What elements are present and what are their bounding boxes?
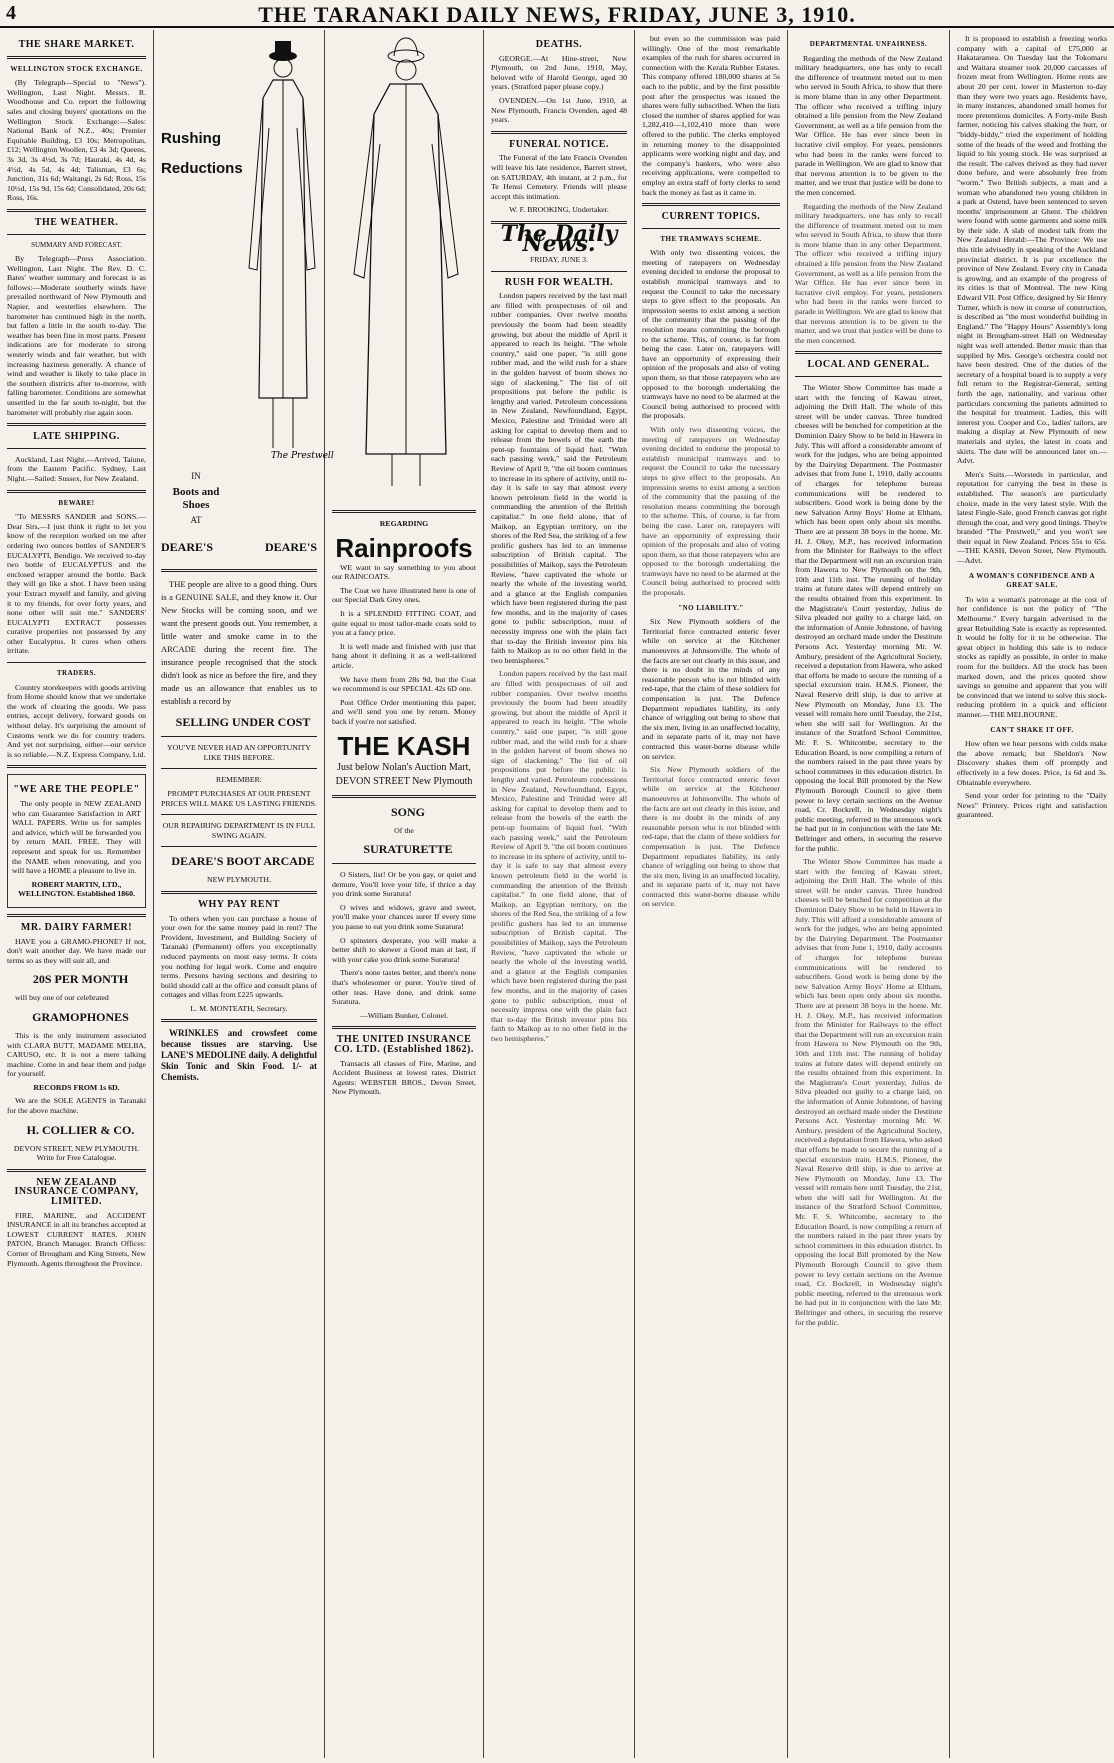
funeral-signature: W. F. BROOKING, Undertaker. — [509, 205, 609, 215]
united-insurance-text: Transacts all classes of Fire, Marine, and Accident Business at lowest rates. District Agents: WEBSTER BROS., Devon Street, New Plymouth. — [332, 1058, 476, 1097]
departmental-unfairness-text-cont: Regarding the methods of the New Zealand military headquarters, one has only to recall the difference of treatment meted out to men who served in South Africa, to show that there is more blame than in any other Department. The officer who received a trifling injury obtained a life pension from the New Zealand Government, as well as a life pension from the War Office. He has ever since been in lucrative civil employ. For years, pensioners who had been in the ranks were forced to parade in Wellington. We are glad to know that that nervous attention is to be given to the matter, and we trust that justice will be done to the men concerned. — [795, 201, 942, 345]
issue-date: FRIDAY, JUNE 3. — [529, 255, 589, 265]
no-liability-heading: "NO LIABILITY." — [678, 603, 744, 612]
reductions-text: Reductions — [161, 159, 243, 177]
regarding-text: REGARDING — [379, 519, 429, 528]
rush-for-wealth-heading: RUSH FOR WEALTH. — [504, 276, 614, 288]
tramways-text-cont: With only two dissenting voices, the meeting of ratepayers on Wednesday evening decided to endorse the proposal to establish municipal tramways and to request the Council to take the necessary steps to give effect to the proposals. An impression seems to exist among a section of the community that the passing of the resolution means committing the borough to the scheme. This, of course, is far from being the case. Later on, ratepayers will have an opportunity of expressing their opinion of the proposals and also of voting upon them, so that those ratepayers who are opposed to the borough undertaking the tramways have no need to be alarmed at the Council being authorised to proceed with the proposals. — [642, 424, 780, 598]
rush-for-wealth-text: London papers received by the last mail are filled with prospectuses of oil and rubber companies. Over twelve months previously the boom had been steadily growing, but about the middle of April it appeared to reach its height. "The whole country," said one paper, "is still gone rubber mad, and the wild rush for a share in the golden harvest of boom shows no sign of slackening." The list of oil propositions put before the public is lengthy and varied. Petroleum concessions in New Zealand, Newfoundland, Egypt, Mexico, Palestine and Trinidad were all asking for capital to develop them and to release from the bowels of the earth the pent-up fountains of liquid fuel. "With each passing week," said the Petroleum Review of April 9, "the oil boom continues to increase in its sphere of activity, until to-day it is safe to say that almost every known petroleum field in the world is commanding the attention of the British capitalist." In one field alone, that of Maikop, an Egyptian territory, on the shores of the Red Sea, the striking of a few prolific gushers has led to an immense subscription of British capital. The possibilities of Maikop, says the Petroleum Review, "have captivated the whole or nearly the whole of the investing world, and a glance at the English companies which have been registered during the past few months, and in the majority of cases gone to public subscription, must of necessity impress one with the plain fact that to-day the British investor pins his faith to Maikop as to no other field in the two hemispheres." — [491, 291, 627, 665]
repairing-dept: OUR REPAIRING DEPARTMENT IS IN FULL SWING AGAIN. — [162, 821, 316, 840]
finish-text: It is well made and finished with just that hang about it defining it as a well-tailored article. — [332, 641, 476, 670]
column-1 — [0, 30, 154, 1758]
newspaper-title: THE TARANAKI DAILY NEWS, FRIDAY, JUNE 3, 1910. — [258, 2, 856, 27]
current-topics-heading: CURRENT TOPICS. — [661, 211, 761, 223]
funeral-text: The Funeral of the late Francis Ovenden will leave his late residence, Barrett street, on SATURDAY, 4th instant, at 2 p.m., for Te Henui Cemetery. Friends will please accept this intimation. — [491, 153, 627, 201]
gramophone-text: This is the only instrument associated with CLARA BUTT, MADAME MELBA, CARUSO, etc. It is not a mere talking machine. Come in and hear them and judge for yourself. — [7, 1030, 146, 1079]
beware-text: "To MESSRS SANDER and SONS.—Dear Sirs,—I just think it right to let you know of the reception worked on me after ordering two ounces bottles of SANDER'S EUCALYPTI, Bendigo. We received to-day two bottle of EUCALYPTUS and the enclosed wrapper around the bottle. Back they will go like a shot. I have been using your Extract myself and family, and giving it to my friends, for over forty years, and none other will suit me." SANDERS' EUCALYPTI EXTRACT possesses curative properties not possessed by any other Eucalyptus. It cures when others irritate. — [7, 512, 146, 656]
traders-text: Country storekeepers with goods arriving from Home should know that we undertake the work of clearing the goods. We pass entries, accept delivery, forward goods on without delay. It's surprising the amount of Customs work we do for country traders. And yet not surprising, either—our service is so reliable.—N.Z. Express Company, Ltd. — [7, 682, 146, 759]
rainproofs-heading: Rainproofs — [335, 532, 473, 563]
rain-intro: WE want to say something to you about our RAINCOATS. — [332, 562, 476, 582]
weather-report: By Telegraph—Press Association. Wellington, Last Night. The Rev. D. C. Bates' weather summary and forecast is as follows:—Moderate southerly winds have prevailed northward of New Plymouth and Napier, and westerlies elsewhere. The barometer has continued high in the north, but fallen a little in the south to-day. The weather has been fine in most parts. Present indications are for moderate to strong westerly winds and fair weather, but with increasing haziness generally. A chance of wind and weather is likely to take place in the southern districts after to-morrow, with falling barometer. Conditions are somewhat unsettled in the far south to-night, but the barometer will probably rise again soon. — [7, 254, 146, 417]
departmental-unfairness-heading: DEPARTMENTAL UNFAIRNESS. — [809, 40, 928, 48]
column-7 — [950, 30, 1114, 1758]
weather-subheading: SUMMARY AND FORECAST. — [31, 240, 122, 249]
at-text: AT — [190, 514, 202, 525]
new-plymouth-label: NEW PLYMOUTH. — [206, 875, 272, 885]
tramways-heading: THE TRAMWAYS SCHEME. — [660, 234, 762, 243]
no-liability-text: Six New Plymouth soldiers of the Territorial force contracted enteric fever while on service at the Kitchener manoeuvres at Johnsonville. The whole of the facts are set out clearly in this issue, and there is no doubt in the minds of any reasonable person who is not blinded with red-tape, that the claim of these soldiers for compensation is just. The Defence Department repudiates liability, its only chance of wriggling out being to show that the six men, living in an unaffected locality, and in separate parts of it, may not have contracted this water-borne disease while on service. — [642, 617, 780, 761]
column-4 — [484, 30, 635, 1758]
stock-report: (By Telegraph—Special to "News"). Wellington, Last Night. Messrs. R. Woodhouse and Co. report the following sales and closing buyers' quotations on the Wellington Stock Exchange:—Sales: National Bank of N.Z., 40s; Premier Equitable Building, £3 10s; Metropolitan, £12; Wellington Woollen, £3 4s 3d; Queens, 3s 3d, 3s 4½d, 3s 7d; Hauraki, 4s 4d, 4s 4½d, 4s 5d, 4s 4d; Talisman, £3 6s; Junction, 31s 6d; Waitangi, 2s 6d; Ross, 15s 10½d, 15s 9d, 15s 6d; Consolidated, 20s 6d; Ross, 16s. — [7, 78, 146, 203]
deares-left: DEARE'S — [161, 540, 214, 555]
boots-shoes-text: Boots and Shoes — [172, 485, 220, 511]
column-3 — [325, 30, 484, 1758]
mens-suits-ad: Men's Suits.—Worsteds in particular, and reputation for carrying the best in these is established. The season's are particularly choice, made in the very latest style. With the latest Fingle-Sale, good French canvas got right through the coat, and very good linings. They're branded "The Prestwell," and you won't see their equal in New Zealand. Prices 55s to 65s.—THE KASH, Devon Street, New Plymouth.—Advt. — [957, 469, 1107, 566]
prestwell-caption: The Prestwell — [271, 451, 334, 461]
column-5 — [635, 30, 788, 1758]
dairy-text: HAVE you a GRAMO-PHONE? If not, don't wait another day. We have made our terms so as they will suit all, and — [7, 936, 146, 965]
song-verse-4: There's none tastes better, and there's none that's wholesomer or purer. You're tired of other teas. Have done, and drink some Suratura. — [332, 968, 476, 1007]
woman-confidence-heading: A WOMAN'S CONFIDENCE AND A GREAT SALE. — [968, 571, 1096, 590]
the-kash-heading: THE KASH — [337, 730, 471, 761]
why-pay-rent-heading: WHY PAY RENT — [198, 898, 280, 910]
dairy-heading: MR. DAIRY FARMER! — [20, 921, 133, 933]
deaths-heading: DEATHS. — [535, 39, 583, 50]
daily-news-nameplate: The Daily News. — [500, 220, 618, 257]
kash-address: Just below Nolan's Auction Mart, DEVON STREET New Plymouth — [335, 761, 473, 787]
coat-text: The Coat we have illustrated here is one of our Special Dark Grey ones. — [332, 585, 476, 605]
column-2 — [154, 30, 334, 1758]
sole-agents-text: We are the SOLE AGENTS in Taranaki for the above machine. — [7, 1096, 146, 1116]
masthead — [0, 0, 1114, 28]
selling-under-cost: SELLING UNDER COST — [175, 715, 311, 730]
gentleman-overcoat-illustration — [235, 38, 334, 468]
united-insurance-heading: THE UNITED INSURANCE CO. LTD. (Established 1862). — [334, 1034, 474, 1055]
raincoat-figure-illustration — [334, 34, 474, 494]
death-notice-1: GEORGE.—At Hine-street, New Plymouth, on 2nd June, 1910, May, beloved wife of Harold George, aged 30 years. (Stratford paper please copy.) — [491, 53, 627, 92]
song-verse-3: O spinsters desperate, you will make a better shift to skewer a Good man at last, if with your cake you drink some Suratura! — [332, 935, 476, 964]
local-general-text: The Winter Show Committee has made a start with the fencing of Kawau street, adjoining the Drill Hall. The whole of this street will be under canvas. Three hundred cheeses will be benched for competition at the Dominion Dairy Show to be held in Hawera in July. This will afford a considerable amount of work for the judges, who are being appointed by the Dairying Department. The Postmaster advises that from June 1, 1910, daily accounts of charges for telephone bureau communications will be rendered to subscribers. Good work is being done by the new Salvation Army Boys' Home at Eltham, which has been open only about six months. There are at present 38 boys in the home. Mr. H. J. Okey, M.P., has received information from the Minister for Railways to the effect that the Department will run an excursion train from Hawera to New Plymouth on the 9th, 10th and 11th inst. The running of holiday trains at future dates will depend entirely on the results obtained from this experiment. In the Magistrate's Court yesterday, Julius de Silva pleaded not guilty to a charge laid, on the information of Annie Johnstone, of having destroyed an orchard made under the Destitute Persons Act. Yesterday morning Mr. W. Ambury, president of the Agricultural Society, received a deputation from Hawera, who asked that efforts be made to secure the running of a special excursion train. H.M.S. Pioneer, the Naval Reserve drill ship, is due to arrive at New Plymouth on Monday, June 13. The vessel will remain here until Tuesday, the 21st, when she will sail for Wellington. At the instance of the Stratford School Committee, Mr. F. S. Whitcombe, secretary to the Education Board, is now compiling a return of the numbers raised in the past three years by school committees in this education district. In opposing the local Bill promoted by the New Plymouth Borough Council to give them power to levy certain sections on the Avenue road, Cr. Bockrell, in Wednesday night's public meeting, referred to the strenuous work he had put in in conjunction with the late Mr. Bellringer and others, in securing the reserve for the public. — [795, 383, 942, 853]
in-text: IN — [191, 471, 201, 481]
post-order-text: Post Office Order mentioning this paper, and we'll send you one by return. Money back if you're not satisfied. — [332, 697, 476, 726]
printing-ad: Send your order for printing to the "Daily News" Printery. Prices right and satisfaction guaranteed. — [957, 791, 1107, 820]
traders-heading: TRADERS. — [56, 669, 97, 678]
monteath-signature: L. M. MONTEATH, Secretary. — [190, 1003, 288, 1013]
rush-continuation: but even so the commission was paid willingly. One of the most remarkable examples of the rush for shares occurred in connection with the Kerala Rubber Estates. This company offered 180,000 shares at 5s each to the public, and by the first possible post after the prospectus was issued the shares were fully subscribed. When the lists closed the number of shares applied for was 1,282,410—1,102,410 more than were offered to the public. The clerks employed in returning money to the disappointed applicants were working night and day, and the company's bankers, who were also receiving applications, were compelled to employ an extra staff of forty clerks to send back the money as fast as it came in. — [642, 34, 780, 197]
rushing-text: Rushing — [161, 130, 221, 147]
beware-heading: BEWARE! — [58, 498, 95, 507]
why-pay-rent-text: To others when you can purchase a house of your own for the same money paid in rent? The Provident, Investment, and Building Society of Taranaki (Permanent) offers you exceptionally reduced payments on most easy terms. It costs you nothing for legal work. Come and enquire terms. Persons having sections and desiring to build should call at the office and consult plans of cottages and villas from £225 upwards. — [161, 913, 317, 1000]
no-liability-text-cont: Six New Plymouth soldiers of the Territorial force contracted enteric fever while on service at the Kitchener manoeuvres at Johnsonville. The whole of the facts are set out clearly in this issue, and there is no doubt in the minds of any reasonable person who is not blinded with red-tape, that the claim of these soldiers for compensation is just. The Defence Department repudiates liability, its only chance of wriggling out being to show that the six men, living in an unaffected locality, and in separate parts of it, may not have contracted this water-borne disease while on service. — [642, 765, 780, 909]
dairy-text-2: will buy one of our celebrated — [15, 993, 109, 1003]
suraturette-heading: SURATURETTE — [363, 842, 453, 857]
death-notice-2: OVENDEN.—On 1st June, 1910, at New Plymouth, Francis Ovenden, aged 48 years. — [491, 95, 627, 125]
records-price: RECORDS FROM 1s 6D. — [33, 1082, 120, 1092]
local-general-text-cont: The Winter Show Committee has made a start with the fencing of Kawau street, adjoining the Drill Hall. The whole of this street will be under canvas. Three hundred cheeses will be benched for competition at the Dominion Dairy Show to be held in Hawera in July. This will afford a considerable amount of work for the judges, who are being appointed by the Dairying Department. The Postmaster advises that from June 1, 1910, daily accounts of charges for telephone bureau communications will be rendered to subscribers. Good work is being done by the new Salvation Army Boys' Home at Eltham, which has been open only about six months. There are at present 38 boys in the home. Mr. H. J. Okey, M.P., has received information from the Minister for Railways to the effect that the Department will run an excursion train from Hawera to New Plymouth on the 9th, 10th and 11th inst. The running of holiday trains at future dates will depend entirely on the results obtained from this experiment. In the Magistrate's Court yesterday, Julius de Silva pleaded not guilty to a charge laid, on the information of Annie Johnstone, of having destroyed an orchard made under the Destitute Persons Act. Yesterday morning Mr. W. Ambury, president of the Agricultural Society, received a deputation from Hawera, who asked that efforts be made to secure the running of a special excursion train. H.M.S. Pioneer, the Naval Reserve drill ship, is due to arrive at New Plymouth on Monday, June 13. The vessel will remain here until Tuesday, the 21st, when she will sail for Wellington. At the instance of the Stratford School Committee, Mr. F. S. Whitcombe, secretary to the Education Board, is now compiling a return of the numbers raised in the past three years by school committees in this education district. In opposing the local Bill promoted by the New Plymouth Borough Council to give them power to levy certain sections on the Avenue road, Cr. Bockrell, in Wednesday night's public meeting, referred to the strenuous work he had put in in conjunction with the late Mr. Bellringer and others, in securing the reserve for the public. — [795, 857, 942, 1327]
deares-right: DEARE'S — [264, 540, 317, 555]
gramophones-heading: GRAMOPHONES — [32, 1009, 129, 1024]
collier-address: DEVON STREET, NEW PLYMOUTH. Write for Free Catalogue. — [13, 1143, 140, 1163]
song-verse-1: O Sisters, list! Or be you gay, or quiet and demure, You'll love your life, if thrice a day you drink some Suratura! — [332, 870, 476, 899]
song-heading: SONG — [390, 804, 425, 819]
prompt-purchases: PROMPT PURCHASES AT OUR PRESENT PRICES WILL MAKE US LASTING FRIENDS. — [161, 788, 317, 808]
never-had-opportunity: YOU'VE NEVER HAD AN OPPORTUNITY LIKE THIS BEFORE. — [167, 743, 311, 762]
people-text: The only people in NEW ZEALAND who can Guarantee Satisfaction in ART WALL PAPERS. Write us for samples and advice, which will be forwarded you by return MAIL FREE. They will represent and speak for us. Remember the NAME when renovating, and you will have a HOME a pleasure to live in. — [12, 799, 141, 876]
cant-shake-heading: CAN'T SHAKE IT OFF. — [990, 725, 1074, 734]
shipping-report: Auckland, Last Night.—Arrived, Taiune, from the Eastern Pacific. Sydney, Last Night.—Sailed: Sussex, for New Zealand. — [7, 454, 146, 483]
song-author: —William Bunker, Colonel. — [359, 1010, 449, 1020]
funeral-heading: FUNERAL NOTICE. — [509, 138, 609, 150]
rush-for-wealth-text-cont: London papers received by the last mail are filled with prospectuses of oil and rubber companies. Over twelve months previously the boom had been steadily growing, but about the middle of April it appeared to reach its height. "The whole country," said one paper, "is still gone rubber mad, and the wild rush for a share in the golden harvest of boom shows no sign of slackening." The list of oil propositions put before the public is lengthy and varied. Petroleum concessions in New Zealand, Newfoundland, Egypt, Mexico, Palestine and Trinidad were all asking for capital to develop them and to release from the bowels of the earth the pent-up fountains of liquid fuel. "With each passing week," said the Petroleum Review of April 9, "the oil boom continues to increase in its sphere of activity, until to-day it is safe to say that almost every known petroleum field in the world is commanding the attention of the British capitalist." In one field alone, that of Maikop, an Egyptian territory, on the shores of the Red Sea, the striking of a few prolific gushers has led to an immense subscription of British capital. The possibilities of Maikop, says the Petroleum Review, "have captivated the whole or nearly the whole of the investing world, and a glance at the English companies which have been registered during the past few months, and in the majority of cases gone to public subscription, must of necessity impress one with the plain fact that to-day the British investor pins his faith to Maikop as to no other field in the two hemispheres." — [491, 669, 627, 1043]
tramways-text: With only two dissenting voices, the meeting of ratepayers on Wednesday evening decided to endorse the proposal to establish municipal tramways and to request the Council to take the necessary steps to give effect to the proposals. An impression seems to exist among a section of the community that the passing of the resolution means committing the borough to the scheme. This, of course, is far from being the case. Later on, ratepayers will have an opportunity of expressing their opinion of the proposals and also of voting upon them, so that those ratepayers who are opposed to the borough undertaking the tramways have no need to be alarmed at the Council being authorised to proceed with the proposals. — [642, 248, 780, 421]
departmental-unfairness-text: Regarding the methods of the New Zealand military headquarters, one has only to recall the difference of treatment meted out to men who served in South Africa, to show that there is more blame than in any other Department. The officer who received a trifling injury obtained a life pension from the New Zealand Government, as well as a life pension from the War Office. He has ever since been in lucrative civil employ. For years, pensioners who had been in the ranks were forced to parade in Wellington. We are glad to know that that nervous attention is to be given to the matter, and we trust that justice will be done to the men concerned. — [795, 53, 942, 197]
weather-heading: THE WEATHER. — [34, 216, 119, 228]
deares-boot-arcade: DEARE'S BOOT ARCADE — [171, 854, 315, 869]
fitting-text: It is a SPLENDID FITTING COAT, and quite equal to most tailor-made coats sold to you at a fancy price. — [332, 608, 476, 638]
nz-insurance-text: FIRE, MARINE, and ACCIDENT INSURANCE in all its branches accepted at LOWEST CURRENT RATES. JOHN PATON, Branch Manager. Branch Offices: Corner of Brougham and King Streets, New Plymouth. Agents throughout the Province. — [7, 1210, 146, 1268]
local-general-heading: LOCAL AND GENERAL. — [807, 359, 930, 371]
share-market-heading: THE SHARE MARKET. — [18, 39, 135, 50]
nz-insurance-heading: NEW ZEALAND INSURANCE COMPANY, LIMITED. — [14, 1176, 139, 1208]
shipping-heading: LATE SHIPPING. — [33, 431, 120, 443]
wrinkles-ad: WRINKLES and crowsfeet come because tissues are starving. Use LANE'S MEDOLINE daily. A delightful Skin Tonic and Skin Food. 1/- at Chemists. — [161, 1028, 317, 1083]
people-heading: "WE ARE THE PEOPLE" — [13, 784, 140, 796]
stock-exchange-heading: WELLINGTON STOCK EXCHANGE. — [10, 64, 143, 73]
remember-heading: REMEMBER: — [216, 775, 262, 785]
cant-shake-text: How often we hear persons with colds make the above remark; but Sheldon's New Discovery shakes them off promptly and effectively in a few doses. Price, 1s 6d and 3s. Obtainable everywhere. — [957, 739, 1107, 787]
general-news-text: It is proposed to establish a freezing works company with a capital of £75,000 at Hakataramea. On Tuesday last the Tokomaru and Waitara steamer took 20,000 carcasses of frozen meat from Wellington. Home rents are about 20 per cent. lower in Masterton to-day than they were two years ago. Residents have, in many instances, abandoned small homes for more pretentious domiciles. A Forty-mile Bush farmer, noticing his calves shaking the hurr, or "biddy-biddy," tried the experiment of holding some of the heads of the weed and frothing the liquid to his young stock. He was surprised at the result. The calves thrived as they had never done before, and were absolutely free from "worm." Two British subjects, a man and a woman who abandoned two young children in a park at Ostend, have been sentenced to seven months' imprisonment at Ghent. The children were found with some garments and some milk by their side. A slab of modest talk from the New Zealand Herald:—The Province: We use this title advisedly in speaking of the Auckland provincial district. It is par excellence the province of New Zealand. Every city in Canada is growing, and an example of the progress of its cities is that of Montreal. The new King Edward VII. Post Office, designed by Sir Henry Turner, which is now in course of construction, is described as "the most wonderful building in England." The "Happy Hours" Assembly's long night in Brougham-street Hall on Wednesday night was well attended. Better music than that supplied by Mrs. George's orchestra could not have been desired. One of the duties of the secretary of a hospital board is to supply a very full return to the Registrar-General, setting forth the age, nationality, and various other particulars concerning the patients admitted to the hospital for treatment. Ladies, this will interest you. Cooper and Co., ladies' tailors, are making a display at New Plymouth of new materials and styles, the latest in coats and skirts. The date will be announced later on.—Advt. — [957, 34, 1107, 466]
wallpaper-ad — [7, 774, 146, 908]
collier-name: H. COLLIER & CO. — [26, 1122, 135, 1137]
page-number: 4 — [6, 2, 16, 24]
sale-text: THE people are alive to a good thing. Ours is a GENUINE SALE, and they know it. Our New Stocks will be coming soon, and we want the present goods out. You remember, a little water and smoke came in to the ARCADE during the recent fire. The insurance people recognised that the stock didn't look as nice as before the fire, and they made us an allowance that enables us to establish a record by — [161, 579, 317, 707]
dairy-price: 20S PER MONTH — [32, 972, 129, 987]
raincoat-illustration-area — [332, 34, 476, 504]
prices-text: We have them from 28s 9d, but the Coat we recommend is our SPECIAL 42s 6D one. — [332, 674, 476, 694]
of-the-text: Of the — [394, 825, 414, 835]
robert-martin-signature: ROBERT MARTIN, LTD., WELLINGTON. Established 1860. — [18, 879, 135, 899]
song-verse-2: O wives and widows, grave and sweet, you'll make your chances surer If every time you pause to eat you drink some Suratura! — [332, 902, 476, 932]
woman-confidence-text: To win a woman's patronage at the cost of her confidence is not the policy of "The Melbourne." Every bargain advertised in the great Rebuilding Sale is exactly as represented. It would be folly for it to be otherwise. The great object in holding this sale is to reduce stocks as rapidly as possible, in order to make room for the builders. All the stock has been marked down, and the prices quoted show savings so genuine and apparent that you will be convinced that we intend to solve this stock-reducing problem in a quick and efficient manner.—THE MELBOURNE. — [957, 594, 1107, 719]
column-6 — [788, 30, 950, 1758]
